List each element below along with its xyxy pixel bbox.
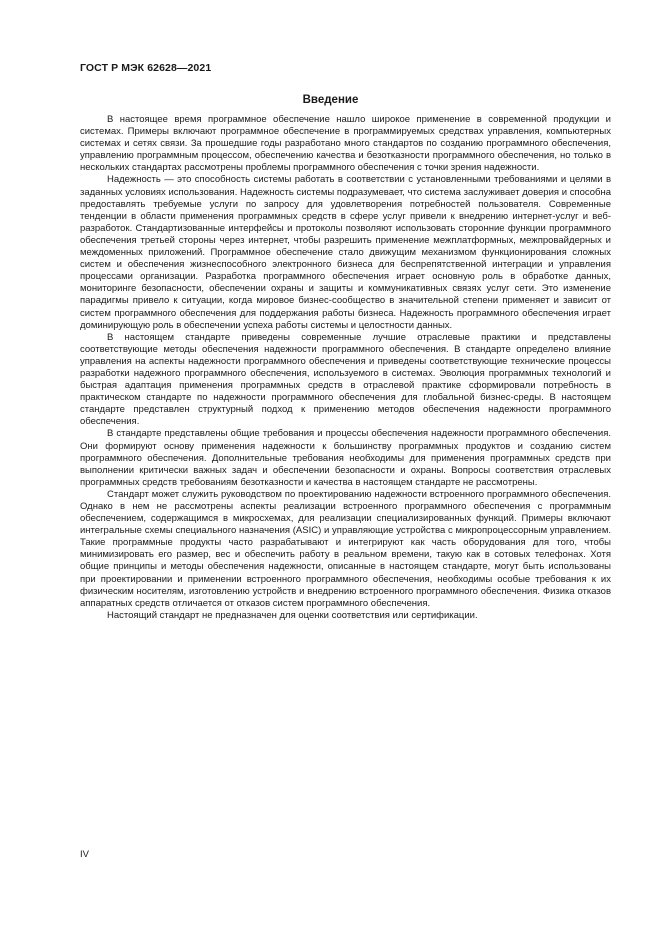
document-code: ГОСТ Р МЭК 62628—2021 (80, 62, 212, 74)
paragraph-2: Надежность — это способность системы работать в соответствии с установленными требованиями и целями в заданных условиях использования. Надежность системы подразумевает, что система заслуживает доверия и способна предоставлять требуемые услуги по запросу для удовлетворения потребностей пользователя. Современные тенденции в области применения программных средств в сфере услуг привели к внедрению интернет-услуг и веб-разработок. Стандартизованные интерфейсы и протоколы позволяют использовать сторонние функции программного обеспечения третьей стороны через интернет, чтобы разрешить применение межплатформных, межпровайдерных и междоменных приложений. Программное обеспечение стало движущим механизмом функционирования сложных систем и обеспечения жизнеспособного электронного бизнеса для беспрепятственной интеграции и управления процессами организации. Разработка программного обеспечения играет основную роль в обработке данных, мониторинге безопасности, обеспечении охраны и защиты и коммуникативных связях услуг сети. Это изменение парадигмы привело к ситуации, когда мировое бизнес-сообщество в значительной степени применяет и зависит от систем программного обеспечения для поддержания работы бизнеса. Надежность программного обеспечения играет доминирующую роль в обеспечении успеха работы системы и целостности данных. (80, 174, 611, 331)
page-number: IV (80, 849, 89, 860)
paragraph-4: В стандарте представлены общие требования и процессы обеспечения надежности программного обеспечения. Они формируют основу применения надежности к большинству программных продуктов и созданию систем программного обеспечения. Дополнительные требования необходимы для применения программных средств при выполнении критически важных задач и обеспечении безопасности и охраны. Вопросы соответствия отраслевых программных средств требованиям безотказности и качества в настоящем стандарте не рассмотрены. (80, 428, 611, 488)
paragraph-6: Настоящий стандарт не предназначен для оценки соответствия или сертификации. (107, 609, 478, 621)
body-text (80, 114, 611, 622)
paragraph-3: В настоящем стандарте приведены современные лучшие отраслевые практики и представлены соответствующие методы обеспечения надежности программного обеспечения. В стандарте определено влияние управления на аспекты надежности программного обеспечения и приведены соответствующие технические процессы разработки надежного программного обеспечения, используемого в системах. Эволюция программных технологий и быстрая адаптация применения программных средств в отраслевой практике сформировали потребность в практическом стандарте по надежности программного обеспечения для глобальной бизнес-среды. В настоящем стандарте представлен структурный подход к применению методов обеспечения надежности программного обеспечения. (80, 331, 611, 428)
section-title: Введение (302, 94, 359, 106)
paragraph-5: Стандарт может служить руководством по проектированию надежности встроенного программного обеспечения. Однако в нем не рассмотрены аспекты реализации встроенного программного обеспечения с программным обеспечением, содержащимся в микросхемах, для реализации специализированных функций. Примеры включают интегральные схемы специального назначения (ASIC) и управляющие устройства с микропроцессорным управлением. Такие программные продукты часто разрабатывают и интегрируют как часть оборудования для того, чтобы минимизировать его размер, вес и обеспечить работу в реальном времени, такую как в сотовых телефонах. Хотя общие принципы и методы обеспечения надежности, описанные в настоящем стандарте, могут быть использованы при проектировании и применении встроенного программного обеспечения, необходимы особые требования к их физическим носителям, изготовлению устройств и внедрению встроенного программного обеспечения. Физика отказов аппаратных средств отличается от отказов систем программного обеспечения. (80, 488, 611, 609)
paragraph-1: В настоящее время программное обеспечение нашло широкое применение в современной продукции и системах. Примеры включают программное обеспечение в программируемых средствах управления, компьютерных системах и сетях связи. За прошедшие годы разработано много стандартов по созданию программного обеспечения, управлению программным процессом, обеспечению качества и безотказности программного обеспечения, но только в нескольких стандартах рассмотрены проблемы программного обеспечения с точки зрения надежности. (80, 114, 611, 174)
